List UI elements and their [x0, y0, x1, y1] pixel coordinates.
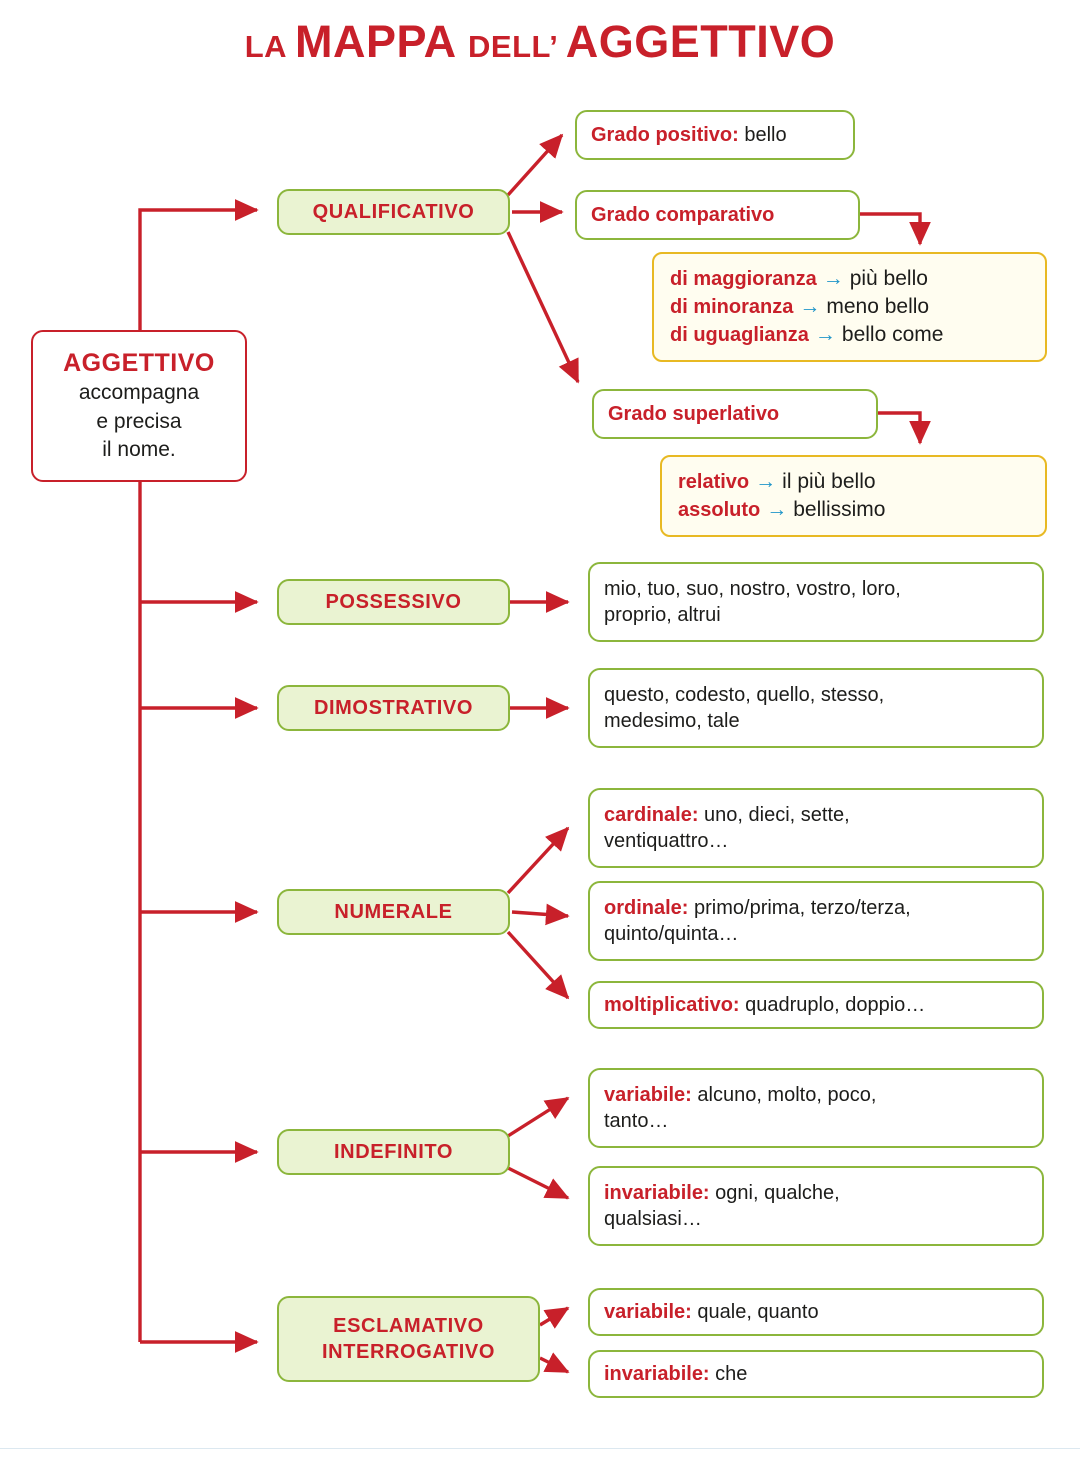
grado-positivo-value: bello: [738, 124, 787, 146]
arrow-icon: →: [799, 295, 821, 319]
leaf-numerale-cardinale[interactable]: [588, 788, 1044, 868]
detail-key: di uguaglianza: [670, 323, 809, 346]
numerale-moltiplicativo-line: [604, 992, 1028, 1018]
leaf-indefinito-invariabile[interactable]: [588, 1166, 1044, 1246]
title-part-mappa: MAPPA: [295, 16, 469, 67]
detail-comparativo-row: [670, 265, 1029, 293]
numerale-cardinale-value-1: uno, dieci, sette,: [698, 804, 850, 826]
detail-value: meno bello: [826, 295, 930, 319]
detail-comparativo-row: [670, 293, 1029, 321]
indefinito-invariabile-line-1: [604, 1180, 1028, 1206]
root-node-aggettivo[interactable]: [31, 330, 247, 482]
dimostrativo-line-1: questo, codesto, quello, stesso,: [604, 684, 885, 706]
arrow-icon: →: [755, 470, 777, 494]
detail-superlativo-row: [678, 496, 1029, 524]
leaf-dimostrativo-list[interactable]: [588, 668, 1044, 748]
esclamativo-invariabile-label: invariabile:: [604, 1363, 710, 1385]
indefinito-variabile-label: variabile:: [604, 1084, 692, 1106]
leaf-grado-superlativo[interactable]: [592, 389, 878, 439]
detail-key: relativo: [678, 471, 750, 494]
detail-key: di maggioranza: [670, 268, 817, 291]
category-dimostrativo[interactable]: [277, 685, 510, 731]
indefinito-variabile-line-2: tanto…: [604, 1110, 669, 1132]
grado-positivo-text: [591, 122, 839, 148]
bottom-divider: [0, 1448, 1080, 1469]
category-qualificativo[interactable]: [277, 189, 510, 235]
detail-comparativo-row: [670, 321, 1029, 349]
root-line-1: accompagna: [78, 380, 200, 404]
category-possessivo-label: POSSESSIVO: [325, 591, 462, 613]
numerale-ordinale-line-2: quinto/quinta…: [604, 923, 739, 945]
indefinito-variabile-value-1: alcuno, molto, poco,: [691, 1084, 877, 1106]
detail-value: bellissimo: [793, 498, 886, 521]
category-indefinito-label: INDEFINITO: [334, 1141, 453, 1163]
indefinito-invariabile-label: invariabile:: [604, 1182, 710, 1204]
esclamativo-invariabile-value: che: [709, 1363, 748, 1385]
detail-key: assoluto: [678, 499, 761, 521]
detail-superlativo[interactable]: [660, 455, 1047, 537]
detail-value: più bello: [849, 267, 928, 291]
leaf-grado-comparativo[interactable]: [575, 190, 860, 240]
arrow-icon: →: [814, 322, 836, 346]
esclamativo-invariabile-line: [604, 1361, 1028, 1387]
possessivo-line-2: proprio, altrui: [604, 604, 721, 626]
leaf-possessivo-list[interactable]: [588, 562, 1044, 642]
category-possessivo[interactable]: [277, 579, 510, 625]
category-dimostrativo-label: DIMOSTRATIVO: [313, 697, 474, 719]
esclamativo-variabile-label: variabile:: [604, 1301, 692, 1323]
page-title: [0, 16, 1080, 68]
grado-positivo-label: Grado positivo:: [591, 124, 739, 146]
category-esclamativo-label: ESCLAMATIVO: [333, 1315, 484, 1337]
category-interrogativo-label: INTERROGATIVO: [322, 1341, 495, 1363]
arrow-icon: →: [822, 267, 844, 291]
leaf-esclamativo-variabile[interactable]: [588, 1288, 1044, 1336]
leaf-esclamativo-invariabile[interactable]: [588, 1350, 1044, 1398]
numerale-moltiplicativo-value: quadruplo, doppio…: [739, 994, 926, 1016]
numerale-ordinale-line-1: [604, 895, 1028, 921]
root-title: AGGETTIVO: [63, 348, 215, 377]
leaf-numerale-moltiplicativo[interactable]: [588, 981, 1044, 1029]
detail-comparativo[interactable]: [652, 252, 1047, 362]
numerale-cardinale-line-2: ventiquattro…: [604, 830, 729, 852]
indefinito-invariabile-line-2: qualsiasi…: [604, 1208, 702, 1230]
numerale-moltiplicativo-label: moltiplicativo:: [604, 994, 740, 1016]
title-part-la: LA: [244, 29, 295, 64]
numerale-cardinale-line-1: [604, 802, 1028, 828]
detail-value: il più bello: [782, 470, 876, 494]
esclamativo-variabile-value: quale, quanto: [691, 1301, 819, 1323]
detail-key: di minoranza: [670, 296, 794, 319]
category-indefinito[interactable]: [277, 1129, 510, 1175]
leaf-numerale-ordinale[interactable]: [588, 881, 1044, 961]
numerale-cardinale-label: cardinale:: [604, 804, 699, 826]
detail-value: bello come: [841, 322, 944, 346]
dimostrativo-line-2: medesimo, tale: [604, 710, 740, 732]
category-qualificativo-label: QUALIFICATIVO: [312, 201, 475, 223]
grado-superlativo-label: Grado superlativo: [608, 403, 780, 425]
indefinito-variabile-line-1: [604, 1082, 1028, 1108]
leaf-grado-positivo[interactable]: [575, 110, 855, 160]
arrow-icon: →: [766, 498, 788, 521]
esclamativo-variabile-line: [604, 1299, 1028, 1325]
numerale-ordinale-label: ordinale:: [604, 897, 689, 919]
root-line-3: il nome.: [102, 438, 176, 462]
leaf-indefinito-variabile[interactable]: [588, 1068, 1044, 1148]
root-line-2: e precisa: [96, 409, 182, 433]
category-esclamativo-interrogativo[interactable]: [277, 1296, 540, 1382]
possessivo-line-1: mio, tuo, suo, nostro, vostro, loro,: [604, 578, 901, 600]
detail-superlativo-row: [678, 468, 1029, 496]
title-part-aggettivo: AGGETTIVO: [565, 16, 836, 67]
numerale-ordinale-value-1: primo/prima, terzo/terza,: [688, 897, 911, 919]
title-part-dell: DELL’: [468, 29, 566, 64]
indefinito-invariabile-value-1: ogni, qualche,: [709, 1182, 840, 1204]
category-numerale-label: NUMERALE: [334, 901, 453, 923]
grado-comparativo-label: Grado comparativo: [591, 204, 775, 226]
category-numerale[interactable]: [277, 889, 510, 935]
